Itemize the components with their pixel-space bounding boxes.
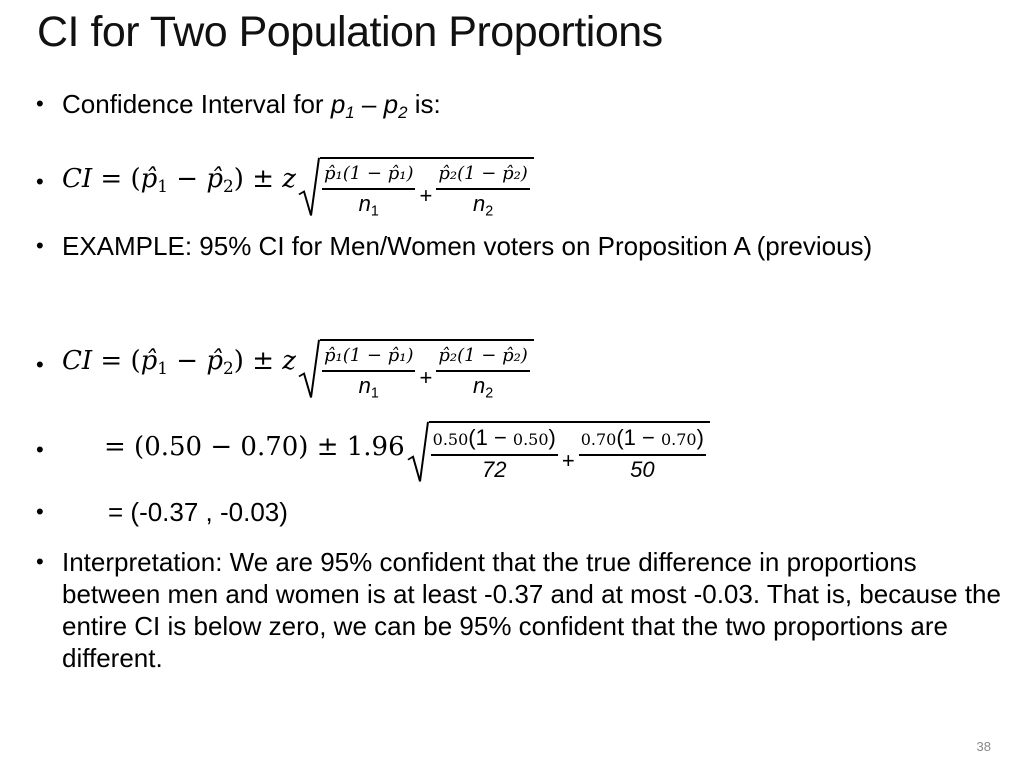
fraction-1 xyxy=(322,161,416,220)
denominator: $n_1$ xyxy=(358,191,379,220)
numerator: p̂₁(1 − p̂₁) xyxy=(322,161,416,190)
fraction-2 xyxy=(436,161,530,220)
denominator: 50 xyxy=(630,457,655,482)
radical-sign-icon xyxy=(407,421,429,483)
square-root xyxy=(298,339,534,402)
plus-sign: + xyxy=(419,183,433,208)
bullet-icon: • xyxy=(36,437,44,462)
numerator: p̂₂(1 − p̂₂) xyxy=(436,343,530,372)
slide-title: CI for Two Population Proportions xyxy=(37,8,663,56)
formula-expression: = (0.50 − 0.70) ± 1.96 xyxy=(104,432,405,462)
radicand xyxy=(429,421,710,483)
radical-sign-icon xyxy=(298,157,320,217)
minus-sign: – xyxy=(354,89,384,119)
text-prefix: Confidence Interval for xyxy=(62,89,331,119)
denominator: 72 xyxy=(482,457,507,482)
radicand xyxy=(320,157,534,220)
radicand xyxy=(320,339,534,402)
bullet-icon: • xyxy=(36,233,44,258)
denominator: $n_2$ xyxy=(472,191,494,220)
bullet-icon: • xyxy=(36,352,44,377)
text-suffix: is: xyxy=(407,89,441,119)
fraction-1 xyxy=(431,425,558,483)
numerator: p̂₂(1 − p̂₂) xyxy=(436,161,530,190)
formula-lhs: CI = ($p̂_1$ − $p̂_2) \pm z$ xyxy=(62,346,296,379)
denominator: $n_1$ xyxy=(358,373,379,402)
var-p1: $p_1$ xyxy=(330,89,355,123)
radical-sign-icon xyxy=(298,339,320,399)
interpretation-text: Interpretation: We are 95% confident that the true difference in proportions between men and women is at least -0.37 and at most -0.03. That is, because the entire CI is below zero, we can be 95% confident that the two proportions are different. xyxy=(62,547,1001,673)
bullet-icon: • xyxy=(36,499,44,524)
square-root xyxy=(407,421,710,483)
numerator: 0.50(1 − 0.50) xyxy=(431,425,558,456)
fraction-2 xyxy=(579,425,706,483)
fraction-1 xyxy=(322,343,416,402)
ci-formula-example xyxy=(62,316,534,406)
ci-result-text: = (-0.37 , -0.03) xyxy=(108,497,288,527)
plus-sign: + xyxy=(561,448,575,473)
page-number: 38 xyxy=(976,739,991,754)
ci-formula-general xyxy=(62,134,534,224)
numerator: p̂₁(1 − p̂₁) xyxy=(322,343,416,372)
numerator: 0.70(1 − 0.70) xyxy=(579,425,706,456)
plus-sign: + xyxy=(419,365,433,390)
bullet-icon: • xyxy=(36,169,44,194)
bullet-icon: • xyxy=(36,91,44,116)
bullet-text: EXAMPLE: 95% CI for Men/Women voters on Proposition A (previous) xyxy=(62,231,873,261)
var-p2: $p_2$ xyxy=(383,89,408,123)
formula-lhs: CI = ($p̂_1$ − $p̂_2) \pm z$ xyxy=(62,164,296,197)
bullet-icon: • xyxy=(36,549,44,574)
ci-numeric-formula xyxy=(104,402,710,492)
denominator: $n_2$ xyxy=(472,373,494,402)
square-root xyxy=(298,157,534,220)
bullet-text xyxy=(62,88,441,123)
fraction-2 xyxy=(436,343,530,402)
